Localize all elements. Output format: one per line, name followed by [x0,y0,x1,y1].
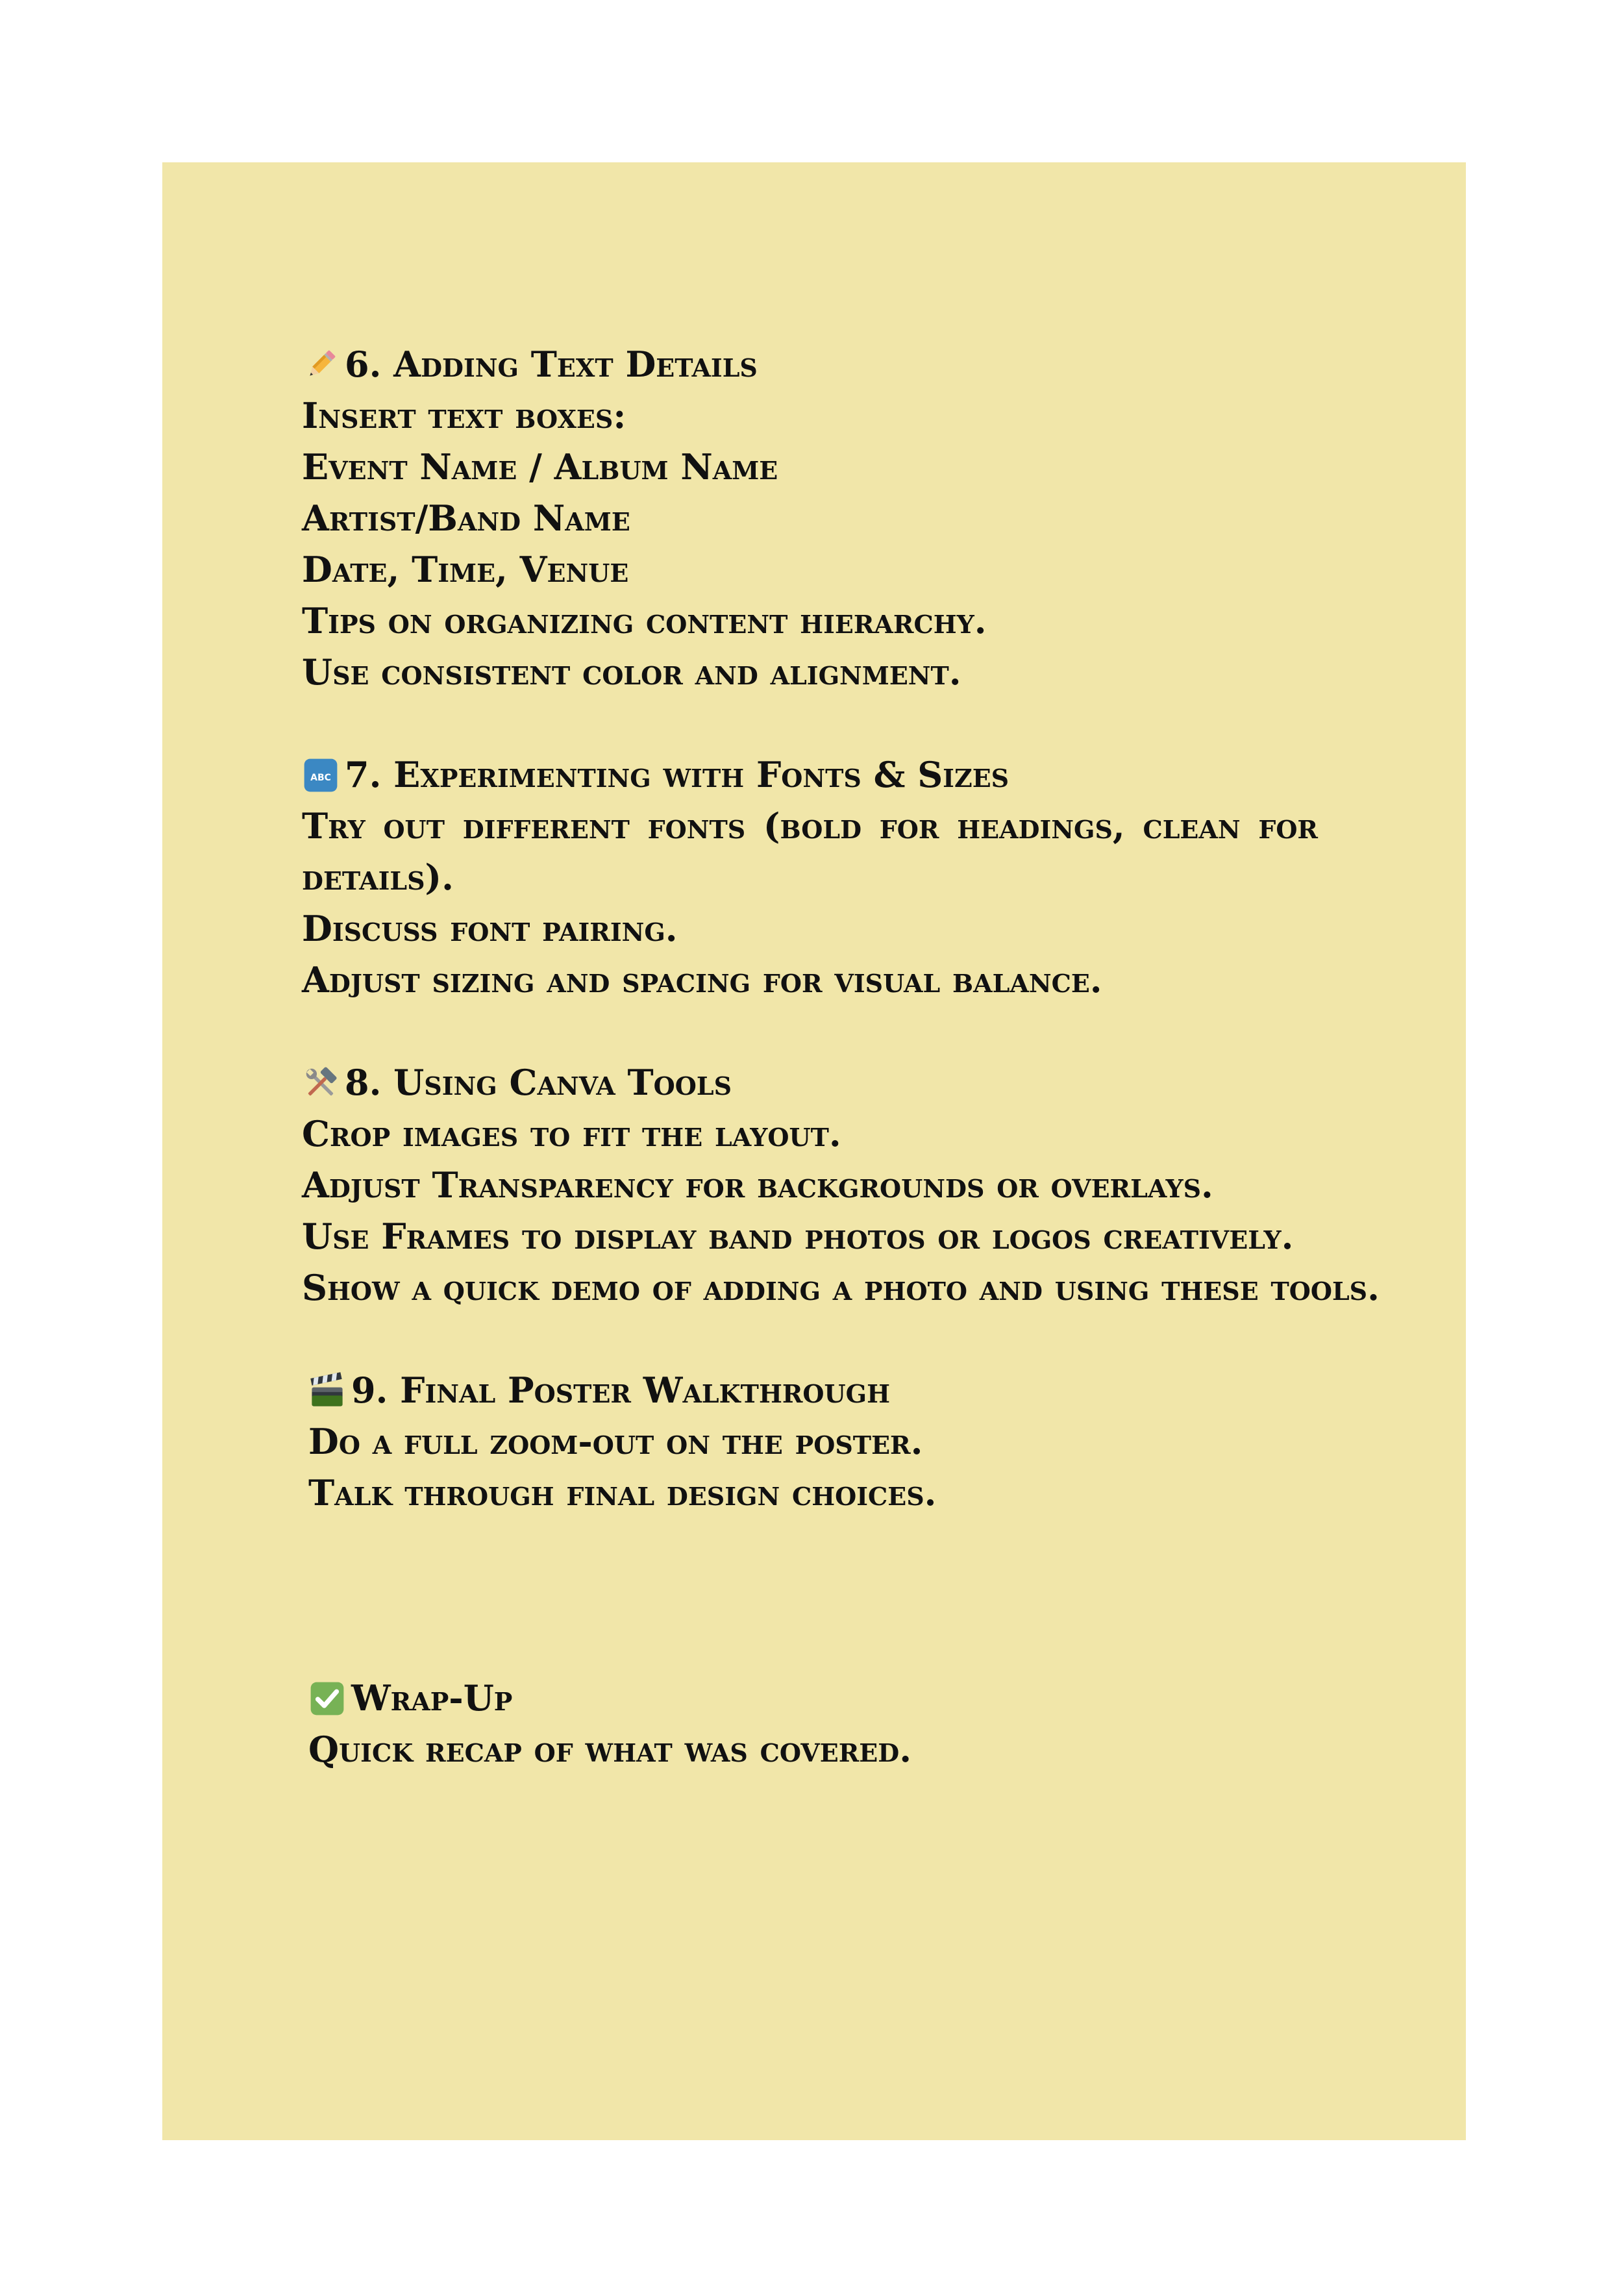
svg-text:abc: abc [310,768,331,784]
hammer-wrench-icon [302,1064,340,1102]
section-heading-text: 9. Final Poster Walkthrough [351,1369,891,1411]
list-item: Show a quick demo of adding a photo and using these tools. [302,1267,1380,1308]
list-item: Discuss font pairing. [302,908,678,949]
list-item: Use consistent color and alignment. [302,651,961,693]
document-content [302,339,1380,1775]
section-using-canva-tools [302,1057,1380,1314]
list-item: Date, Time, Venue [302,549,629,590]
section-wrap-up [308,1673,1318,1775]
list-item: Insert text boxes: [302,395,626,436]
pencil-icon [302,346,340,384]
list-item: Try out different fonts (bold for headings, clean for [302,805,1318,847]
list-item: Use Frames to display band photos or logos creatively. [302,1216,1294,1257]
section-heading-text: 6. Adding Text Details [345,343,758,385]
section-heading [302,339,1318,390]
check-mark-icon [308,1680,346,1717]
section-heading [308,1365,1318,1416]
abc-input-icon [302,756,340,794]
list-item: Crop images to fit the layout. [302,1113,841,1154]
list-item: Adjust sizing and spacing for visual balance. [302,959,1102,1001]
section-heading [302,749,1318,801]
list-item: Artist/Band Name [302,497,630,539]
section-final-poster-walkthrough [308,1365,1318,1519]
list-item: Do a full zoom-out on the poster. [308,1421,923,1462]
list-item: details). [302,856,454,898]
section-heading [302,1057,1318,1108]
section-heading-text: 7. Experimenting with Fonts & Sizes [345,754,1010,795]
section-adding-text-details [302,339,1318,698]
section-experimenting-with-fonts [302,749,1318,1006]
list-item: Adjust Transparency for backgrounds or overlays. [302,1164,1213,1206]
content-panel [162,162,1466,2140]
list-item: Tips on organizing content hierarchy. [302,600,987,642]
section-heading-text: 8. Using Canva Tools [345,1062,732,1103]
list-item: Quick recap of what was covered. [308,1728,912,1770]
clapper-board-icon [308,1372,346,1410]
section-heading-text: Wrap-Up [351,1677,513,1719]
list-item: Event Name / Album Name [302,446,778,488]
section-heading [308,1673,1318,1724]
list-item: Talk through final design choices. [308,1472,937,1514]
